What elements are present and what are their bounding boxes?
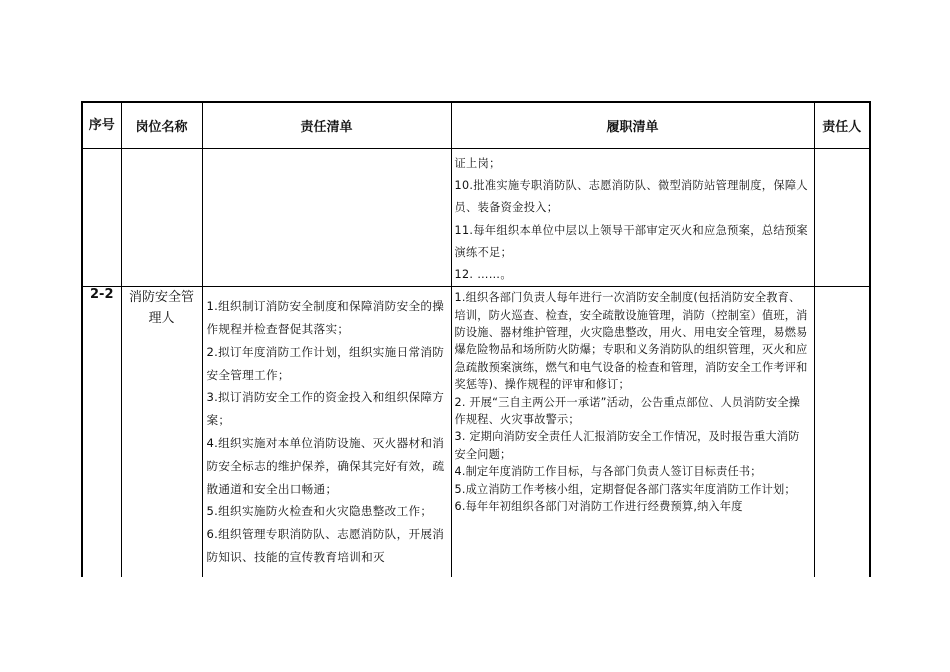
duties-cell [202, 287, 451, 578]
duty-item: 6.组织管理专职消防队、志愿消防队，开展消防知识、技能的宣传教育培训和灭 [206, 527, 445, 564]
performance-item: 6.每年年初组织各部门对消防工作进行经费预算,纳入年度 [454, 500, 743, 514]
performance-item: 11.每年组织本单位中层以上领导干部审定灭火和应急预案，总结预案演练不足； [454, 223, 808, 259]
duty-item: 4.组织实施对本单位消防设施、灭火器材和消防安全标志的维护保养，确保其完好有效，疏散通道和安全出口畅通； [206, 436, 445, 496]
table-header-row [82, 102, 870, 149]
seq-cell [82, 149, 121, 287]
post-cell [121, 287, 202, 578]
table-row [82, 149, 870, 287]
duty-item: 2.拟订年度消防工作计划，组织实施日常消防安全管理工作； [206, 344, 445, 382]
post-name: 消防安全管理人 [128, 290, 194, 327]
table-row [82, 287, 870, 578]
performance-item: 1.组织各部门负责人每年进行一次消防安全制度(包括消防安全教育、培训，防火巡查、检查，安全疏散设施管理，消防（控制室）值班，消防设施、器材维护管理，火灾隐患整改，用火、用电安全管理，易燃易爆危险物品和场所防火防爆；专职和义务消防队的组织管理，灭火和应急疏散预案演练，燃气和电气设备的检查和管理，消防安全工作考评和奖惩等)、操作规程的评审和修订； [454, 291, 808, 392]
duty-item: 1.组织制订消防安全制度和保障消防安全的操作规程并检查督促其落实； [206, 299, 445, 337]
duties-cell [202, 149, 451, 287]
performance-cell [451, 287, 814, 578]
seq-cell: 2-2 [82, 287, 121, 578]
duty-table [81, 101, 871, 577]
performance-cell [451, 149, 814, 287]
duty-item: 3.拟订消防安全工作的资金投入和组织保障方案； [206, 390, 445, 428]
owner-cell [814, 287, 870, 578]
performance-item: 10.批准实施专职消防队、志愿消防队、微型消防站管理制度，保障人员、装备资金投入； [454, 179, 808, 215]
header-seq: 序号 [82, 102, 121, 149]
performance-item: 证上岗； [454, 157, 501, 170]
performance-item: 3. 定期向消防安全责任人汇报消防安全工作情况，及时报告重大消防安全问题； [454, 430, 800, 461]
post-cell [121, 149, 202, 287]
duty-item: 5.组织实施防火检查和火灾隐患整改工作； [206, 504, 433, 519]
header-performance: 履职清单 [451, 102, 814, 149]
performance-item: 2. 开展“三自主两公开一承诺”活动，公告重点部位、人员消防安全操作规程、火灾事故警示； [454, 395, 801, 427]
owner-cell [814, 149, 870, 287]
performance-item: 5.成立消防工作考核小组，定期督促各部门落实年度消防工作计划； [454, 482, 796, 496]
header-post: 岗位名称 [121, 102, 202, 149]
performance-item: 4.制定年度消防工作目标，与各部门负责人签订目标责任书； [454, 465, 762, 479]
performance-item: 12. ……。 [454, 268, 512, 282]
header-duties: 责任清单 [202, 102, 451, 149]
header-owner: 责任人 [814, 102, 870, 149]
